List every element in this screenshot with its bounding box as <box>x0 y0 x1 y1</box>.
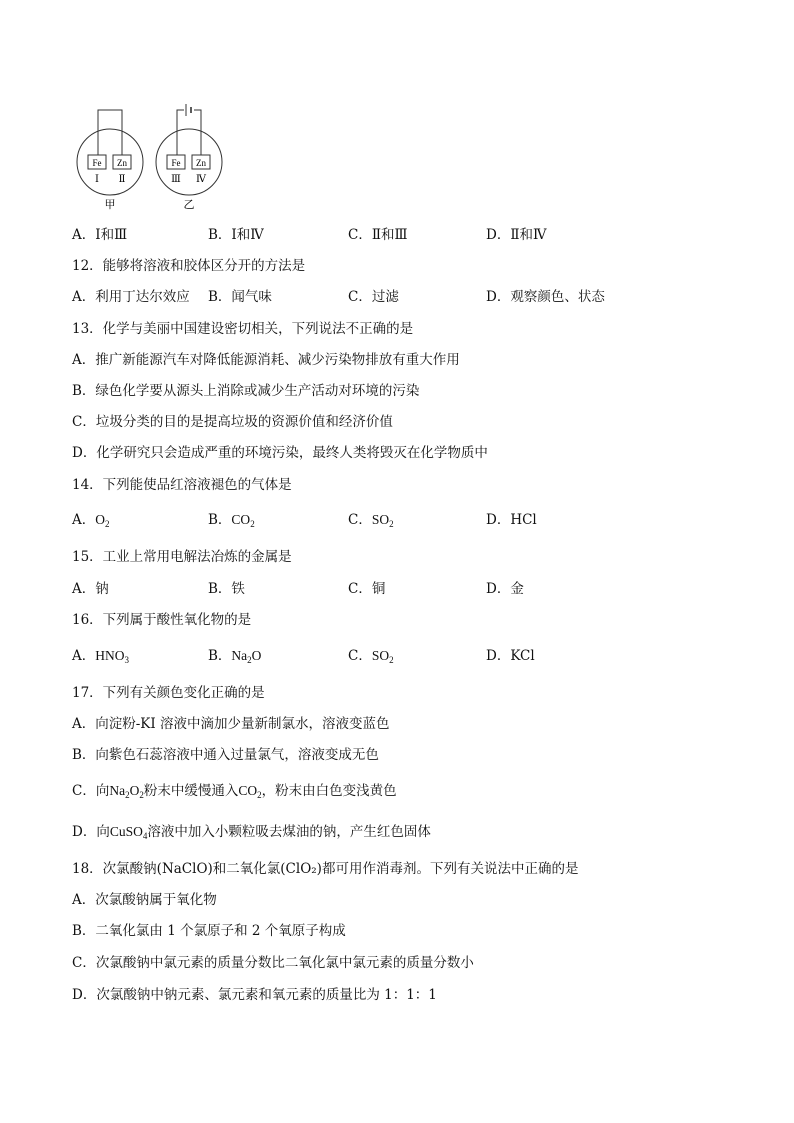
electrode-num-3: Ⅲ <box>171 174 181 185</box>
wire-jia <box>98 110 122 156</box>
q16-stem: 16．下列属于酸性氧化物的是 <box>72 612 252 628</box>
q17-option-c[interactable]: C．向$Na_2O_2$粉末中缓慢通入$CO_2$，粉末由白色变浅黄色 <box>72 783 397 800</box>
q17-option-d[interactable]: D．向CuSO$_4$溶液中加入小颗粒吸去煤油的钠，产生红色固体 <box>72 824 431 841</box>
q11-option-b[interactable]: B．Ⅰ和Ⅳ <box>208 227 264 243</box>
q11-options <box>72 226 732 244</box>
q15-option-d[interactable]: D．金 <box>486 581 524 597</box>
electrode-num-1: Ⅰ <box>95 174 99 185</box>
q13-option-b[interactable]: B．绿色化学要从源头上消除或减少生产活动对环境的污染 <box>72 383 420 399</box>
q17-option-a[interactable]: A．向淀粉-KI 溶液中滴加少量新制氯水，溶液变蓝色 <box>72 716 390 732</box>
electrode-zn-2-label: Zn <box>196 158 206 168</box>
q14-option-a[interactable]: A．$O_2$ <box>72 512 110 529</box>
q14-option-b[interactable]: B．$CO_2$ <box>208 512 255 529</box>
q14-stem: 14．下列能使品红溶液褪色的气体是 <box>72 477 292 493</box>
electrode-num-2: Ⅱ <box>118 174 126 185</box>
q13-option-d[interactable]: D．化学研究只会造成严重的环境污染，最终人类将毁灭在化学物质中 <box>72 445 488 461</box>
q16-option-a[interactable]: A．$HNO_3$ <box>72 648 129 665</box>
q13-stem: 13．化学与美丽中国建设密切相关，下列说法不正确的是 <box>72 321 414 337</box>
figure-label-yi: 乙 <box>183 198 195 211</box>
q11-option-a[interactable]: A．Ⅰ和Ⅲ <box>72 227 128 243</box>
q18-option-a[interactable]: A．次氯酸钠属于氧化物 <box>72 892 217 908</box>
q12-option-d[interactable]: D．观察颜色、状态 <box>486 289 605 305</box>
q11-option-c[interactable]: C．Ⅱ和Ⅲ <box>348 227 408 243</box>
q12-option-b[interactable]: B．闻气味 <box>208 289 272 305</box>
wire-yi-2 <box>194 110 201 156</box>
electrode-fe-1-label: Fe <box>92 158 102 168</box>
q12-stem: 12．能够将溶液和胶体区分开的方法是 <box>72 258 306 274</box>
q15-options <box>72 580 732 598</box>
wire-yi <box>177 110 184 156</box>
q18-option-d[interactable]: D．次氯酸钠中钠元素、氯元素和氧元素的质量比为 1：1：1 <box>72 987 437 1003</box>
q18-option-c[interactable]: C．次氯酸钠中氯元素的质量分数比二氧化氯中氯元素的质量分数小 <box>72 955 474 971</box>
q15-option-b[interactable]: B．铁 <box>208 581 245 597</box>
q15-stem: 15．工业上常用电解法冶炼的金属是 <box>72 549 292 565</box>
q17-stem: 17．下列有关颜色变化正确的是 <box>72 685 265 701</box>
q15-option-c[interactable]: C．铜 <box>348 581 386 597</box>
electrode-fe-2-label: Fe <box>171 158 181 168</box>
figure-label-jia: 甲 <box>104 198 116 211</box>
q18-stem: 18．次氯酸钠(NaClO)和二氧化氯(ClO₂)都可用作消毒剂。下列有关说法中正确的是 <box>72 861 579 877</box>
electrochemistry-figure <box>72 100 232 212</box>
q16-option-d[interactable]: D．KCl <box>486 648 535 664</box>
q13-option-a[interactable]: A．推广新能源汽车对降低能源消耗、减少污染物排放有重大作用 <box>72 352 460 368</box>
electrode-zn-1-label: Zn <box>117 158 127 168</box>
electrode-num-4: Ⅳ <box>196 174 206 185</box>
q13-option-c[interactable]: C．垃圾分类的目的是提高垃圾的资源价值和经济价值 <box>72 414 393 430</box>
q17-option-b[interactable]: B．向紫色石蕊溶液中通入过量氯气，溶液变成无色 <box>72 747 379 763</box>
q14-option-c[interactable]: C．$SO_2$ <box>348 512 394 529</box>
q14-option-d[interactable]: D．HCl <box>486 512 537 528</box>
q16-options <box>72 647 732 665</box>
q12-option-a[interactable]: A．利用丁达尔效应 <box>72 289 190 305</box>
q18-option-b[interactable]: B．二氧化氯由 1 个氯原子和 2 个氧原子构成 <box>72 923 346 939</box>
q14-options <box>72 511 732 529</box>
q11-option-d[interactable]: D．Ⅱ和Ⅳ <box>486 227 547 243</box>
beaker-yi <box>156 129 222 195</box>
q12-option-c[interactable]: C．过滤 <box>348 289 399 305</box>
q12-options <box>72 288 732 306</box>
beaker-jia <box>77 129 143 195</box>
q16-option-b[interactable]: B．$Na_2O$ <box>208 648 262 665</box>
q15-option-a[interactable]: A．钠 <box>72 581 109 597</box>
q16-option-c[interactable]: C．$SO_2$ <box>348 648 394 665</box>
